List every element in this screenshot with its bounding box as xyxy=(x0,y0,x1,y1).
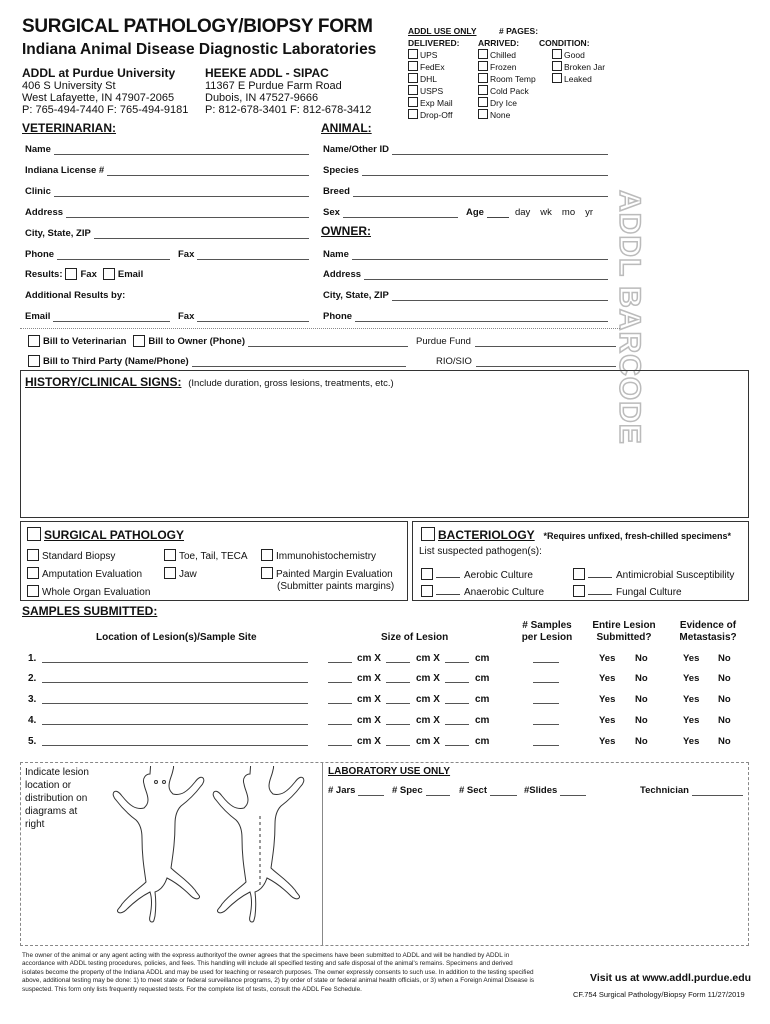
opt-amputation[interactable]: Amputation Evaluation xyxy=(27,567,142,580)
entire-yes-option[interactable]: Yes xyxy=(599,673,616,684)
checkbox[interactable] xyxy=(261,549,273,561)
checkbox[interactable] xyxy=(478,85,488,95)
lab2-block xyxy=(205,66,371,116)
cmx-label: cm X xyxy=(416,653,440,664)
checkbox[interactable] xyxy=(27,567,39,579)
form-subtitle: Indiana Animal Disease Diagnostic Laboratories xyxy=(22,41,377,58)
bill-owner-phone-input[interactable] xyxy=(248,337,408,347)
checkbox[interactable] xyxy=(408,61,418,71)
bill-third-party-row: Bill to Third Party (Name/Phone) xyxy=(28,353,406,367)
cmx-label: cm X xyxy=(416,694,440,705)
website-link[interactable]: Visit us at www.addl.purdue.edu xyxy=(590,972,752,984)
checkbox[interactable] xyxy=(261,567,273,579)
suspected-pathogen-label: List suspected pathogen(s): xyxy=(419,546,542,557)
metastasis-yes-option[interactable]: Yes xyxy=(683,715,700,726)
arrived-option[interactable]: Cold Pack xyxy=(478,85,536,97)
barcode-area: ADDL BARCODE xyxy=(613,190,646,445)
arrived-label: ARRIVED: xyxy=(478,38,520,48)
checkbox[interactable] xyxy=(421,585,433,597)
checkbox[interactable] xyxy=(164,567,176,579)
checkbox[interactable] xyxy=(573,585,585,597)
col-metastasis: Evidence of Metastasis? xyxy=(679,620,737,643)
checkbox[interactable] xyxy=(552,49,562,59)
species-field[interactable]: Species xyxy=(323,162,608,176)
checkbox[interactable] xyxy=(552,61,562,71)
slides-field[interactable]: #Slides xyxy=(524,782,586,796)
bill-third-checkbox[interactable] xyxy=(28,355,40,367)
age-unit-yr[interactable]: yr xyxy=(585,207,594,218)
lesion-instructions: Indicate lesion location or distribution on diagrams at right xyxy=(25,767,89,830)
delivered-option[interactable]: FedEx xyxy=(408,61,453,73)
checkbox[interactable] xyxy=(408,109,418,119)
sample-size-input[interactable] xyxy=(328,653,352,663)
vet-fax-field[interactable]: Fax xyxy=(178,246,309,260)
lab1-addr2: West Lafayette, IN 47907-2065 xyxy=(22,92,175,104)
history-title: HISTORY/CLINICAL SIGNS: xyxy=(25,375,182,389)
sample-count-input[interactable] xyxy=(533,673,559,683)
cm-label: cm xyxy=(475,653,490,664)
addl-use-title: ADDL USE ONLY xyxy=(408,26,477,36)
sample-size-input[interactable] xyxy=(386,653,410,663)
cmx-label: cm X xyxy=(357,715,381,726)
animal-name-field[interactable]: Name/Other ID xyxy=(323,141,608,155)
metastasis-yes-option[interactable]: Yes xyxy=(683,694,700,705)
metastasis-yes-option[interactable]: Yes xyxy=(683,653,700,664)
test-fungal[interactable]: Fungal Culture xyxy=(573,585,682,598)
lab2-phone: P: 812-678-3401 F: 812-678-3412 xyxy=(205,104,372,116)
vet-email-field[interactable]: Email xyxy=(25,308,170,322)
sample-row-number: 2. xyxy=(28,673,37,684)
test-aerobic[interactable]: Aerobic Culture xyxy=(421,568,533,581)
sample-row-number: 1. xyxy=(28,653,37,664)
vet-city-field[interactable]: City, State, ZIP xyxy=(25,225,309,239)
col-count: # Samples per Lesion xyxy=(521,620,573,643)
cm-label: cm xyxy=(475,736,490,747)
checkbox[interactable] xyxy=(421,568,433,580)
history-box[interactable] xyxy=(20,370,749,518)
metastasis-no-option[interactable]: No xyxy=(718,673,731,684)
sample-count-input[interactable] xyxy=(533,653,559,663)
condition-option[interactable]: Good xyxy=(552,49,605,61)
checkbox[interactable] xyxy=(408,49,418,59)
disclaimer-text: The owner of the animal or any agent acting with the express authorityof the owner agrees that the specimens have been submitted to ADDL and will be handled by ADDL in accordance with ADDL testing procedures, policies, and fees. This handling will include all specified testing and safe disposal of the animal's remains. Specimens and derived isolates become the property of the Indiana ADDL and may be used for teaching or research purposes. The owner expressly consents to such use. In addition to the testing specified above, additional testing may be done: 1) to meet state or federal surveillance programs, 2) by order of state or federal animal health officials, or 3) when a Foreign Animal Disease is suspected. This form only lists frequently requested tests. For the complete list of tests, consult the ADDL Fee Schedule. xyxy=(22,952,535,993)
spec-field[interactable]: # Spec xyxy=(392,782,450,796)
checkbox[interactable] xyxy=(27,549,39,561)
bill-owner-checkbox[interactable] xyxy=(133,335,145,347)
sample-size-input[interactable] xyxy=(328,736,352,746)
surgical-header: SURGICAL PATHOLOGY xyxy=(27,527,184,542)
additional-results-label: Additional Results by: xyxy=(25,290,126,301)
vet-phone-field[interactable]: Phone xyxy=(25,246,170,260)
sample-size-input[interactable] xyxy=(386,694,410,704)
arrived-option[interactable]: Dry Ice xyxy=(478,97,536,109)
age-unit-day[interactable]: day xyxy=(514,207,531,218)
opt-standard-biopsy[interactable]: Standard Biopsy xyxy=(27,549,115,562)
opt-whole-organ[interactable]: Whole Organ Evaluation xyxy=(27,585,150,598)
metastasis-no-option[interactable]: No xyxy=(718,736,731,747)
purdue-fund-field[interactable]: Purdue Fund xyxy=(416,333,616,347)
bill-third-input[interactable] xyxy=(192,357,406,367)
divider xyxy=(322,762,323,946)
lab1-addr1: 406 S University St xyxy=(22,80,116,92)
age-unit-mo[interactable]: mo xyxy=(561,207,576,218)
opt-painted-margin[interactable]: Painted Margin Evaluation xyxy=(261,567,393,580)
delivered-option[interactable]: DHL xyxy=(408,73,453,85)
dog-dorsal-icon xyxy=(213,766,304,922)
arrived-option[interactable]: None xyxy=(478,109,536,121)
bacteriology-note: *Requires unfixed, fresh-chilled specimens* xyxy=(543,531,732,541)
metastasis-yes-option[interactable]: Yes xyxy=(683,673,700,684)
condition-label: CONDITION: xyxy=(539,38,590,48)
sample-location-input[interactable] xyxy=(42,694,308,704)
form-id: CF.754 Surgical Pathology/Biopsy Form 11/27/2019 xyxy=(573,990,745,999)
entire-yes-option[interactable]: Yes xyxy=(599,653,616,664)
form-title: SURGICAL PATHOLOGY/BIOPSY FORM xyxy=(22,16,373,37)
samples-section-title: SAMPLES SUBMITTED: xyxy=(22,604,158,618)
sample-size-input[interactable] xyxy=(445,715,469,725)
cmx-label: cm X xyxy=(357,694,381,705)
condition-list xyxy=(552,49,605,85)
sample-count-input[interactable] xyxy=(533,694,559,704)
cm-label: cm xyxy=(475,715,490,726)
sample-size-input[interactable] xyxy=(386,736,410,746)
checkbox[interactable] xyxy=(408,97,418,107)
sample-count-input[interactable] xyxy=(533,736,559,746)
lab1-phone: P: 765-494-7440 F: 765-494-9181 xyxy=(22,104,189,116)
entire-no-option[interactable]: No xyxy=(635,736,648,747)
checkbox[interactable] xyxy=(164,549,176,561)
cmx-label: cm X xyxy=(357,673,381,684)
lab2-addr2: Dubois, IN 47527-9666 xyxy=(205,92,319,104)
vet-name-field[interactable]: Name xyxy=(25,141,309,155)
metastasis-no-option[interactable]: No xyxy=(718,694,731,705)
cmx-label: cm X xyxy=(416,673,440,684)
rio-sio-field[interactable]: RIO/SIO xyxy=(436,353,616,367)
sample-size-input[interactable] xyxy=(445,653,469,663)
entire-yes-option[interactable]: Yes xyxy=(599,736,616,747)
results-email-checkbox[interactable] xyxy=(103,268,115,280)
delivered-option[interactable]: Drop-Off xyxy=(408,109,453,121)
sample-size-input[interactable] xyxy=(386,715,410,725)
metastasis-no-option[interactable]: No xyxy=(718,653,731,664)
checkbox[interactable] xyxy=(408,85,418,95)
metastasis-yes-option[interactable]: Yes xyxy=(683,736,700,747)
metastasis-no-option[interactable]: No xyxy=(718,715,731,726)
sample-row-number: 5. xyxy=(28,736,37,747)
sample-size-input[interactable] xyxy=(445,673,469,683)
test-antimicrobial[interactable]: Antimicrobial Susceptibility xyxy=(573,568,734,581)
opt-immunohistochemistry[interactable]: Immunohistochemistry xyxy=(261,549,376,562)
col-size: Size of Lesion xyxy=(381,632,449,643)
entire-no-option[interactable]: No xyxy=(635,673,648,684)
bacteriology-box xyxy=(412,521,749,601)
arrived-list xyxy=(478,49,536,121)
history-header xyxy=(25,375,394,389)
dog-ventral-icon xyxy=(113,766,204,922)
pages-label: # PAGES: xyxy=(499,26,539,36)
delivered-option[interactable]: USPS xyxy=(408,85,453,97)
col-entire: Entire Lesion Submitted? xyxy=(592,620,656,643)
age-unit-wk[interactable]: wk xyxy=(540,207,552,218)
entire-yes-option[interactable]: Yes xyxy=(599,715,616,726)
results-label: Results: xyxy=(25,269,63,280)
sample-size-input[interactable] xyxy=(328,694,352,704)
bacteriology-checkbox[interactable] xyxy=(421,527,435,541)
checkbox[interactable] xyxy=(478,97,488,107)
delivered-option[interactable]: UPS xyxy=(408,49,453,61)
delivered-label: DELIVERED: xyxy=(408,38,460,48)
checkbox[interactable] xyxy=(478,73,488,83)
sex-field[interactable]: Sex xyxy=(323,204,458,218)
technician-field[interactable]: Technician xyxy=(640,782,743,796)
cmx-label: cm X xyxy=(357,653,381,664)
col-location: Location of Lesion(s)/Sample Site xyxy=(96,632,257,643)
breed-field[interactable]: Breed xyxy=(323,183,608,197)
cm-label: cm xyxy=(475,694,490,705)
arrived-option[interactable]: Frozen xyxy=(478,61,536,73)
vet-fax2-field[interactable]: Fax xyxy=(178,308,309,322)
bill-vet-checkbox[interactable] xyxy=(28,335,40,347)
surgical-box xyxy=(20,521,408,601)
animal-section-title: ANIMAL: xyxy=(321,121,372,135)
sample-row-number: 4. xyxy=(28,715,37,726)
sample-location-input[interactable] xyxy=(42,653,308,663)
cmx-label: cm X xyxy=(416,736,440,747)
opt-toe-tail-teca[interactable]: Toe, Tail, TECA xyxy=(164,549,248,562)
surgical-checkbox[interactable] xyxy=(27,527,41,541)
bacteriology-header: BACTERIOLOGY *Requires unfixed, fresh-chilled specimens* xyxy=(421,527,731,542)
sample-size-input[interactable] xyxy=(328,673,352,683)
owner-phone-field[interactable]: Phone xyxy=(323,308,608,322)
arrived-option[interactable]: Chilled xyxy=(478,49,536,61)
sample-count-input[interactable] xyxy=(533,715,559,725)
checkbox[interactable] xyxy=(552,73,562,83)
results-row: Results: Fax Email xyxy=(25,269,144,280)
lab1-block xyxy=(22,66,188,116)
jars-field[interactable]: # Jars xyxy=(328,782,384,796)
entire-no-option[interactable]: No xyxy=(635,694,648,705)
entire-yes-option[interactable]: Yes xyxy=(599,694,616,705)
test-anaerobic[interactable]: Anaerobic Culture xyxy=(421,585,544,598)
lab1-name: ADDL at Purdue University xyxy=(22,66,176,80)
vet-address-field[interactable]: Address xyxy=(25,204,309,218)
sample-size-input[interactable] xyxy=(328,715,352,725)
results-fax-checkbox[interactable] xyxy=(65,268,77,280)
entire-no-option[interactable]: No xyxy=(635,715,648,726)
lab2-name: HEEKE ADDL - SIPAC xyxy=(205,66,329,80)
sample-size-input[interactable] xyxy=(386,673,410,683)
entire-no-option[interactable]: No xyxy=(635,653,648,664)
addl-use-box xyxy=(404,26,614,118)
condition-option[interactable]: Broken Jar xyxy=(552,61,605,73)
age-field[interactable]: Age day wk mo yr xyxy=(466,207,594,218)
delivered-option[interactable]: Exp Mail xyxy=(408,97,453,109)
owner-name-field[interactable]: Name xyxy=(323,246,608,260)
vet-license-field[interactable]: Indiana License # xyxy=(25,162,309,176)
checkbox[interactable] xyxy=(27,585,39,597)
owner-city-field[interactable]: City, State, ZIP xyxy=(323,287,608,301)
lab2-addr1: 11367 E Purdue Farm Road xyxy=(205,80,342,92)
sect-field[interactable]: # Sect xyxy=(459,782,517,796)
painted-margin-note: (Submitter paints margins) xyxy=(277,581,395,592)
checkbox[interactable] xyxy=(478,49,488,59)
owner-section-title: OWNER: xyxy=(321,224,371,238)
sample-row-number: 3. xyxy=(28,694,37,705)
vet-clinic-field[interactable]: Clinic xyxy=(25,183,309,197)
cmx-label: cm X xyxy=(416,715,440,726)
checkbox[interactable] xyxy=(478,109,488,119)
owner-address-field[interactable]: Address xyxy=(323,266,608,280)
history-hint: (Include duration, gross lesions, treatments, etc.) xyxy=(188,378,394,389)
opt-jaw[interactable]: Jaw xyxy=(164,567,197,580)
condition-option[interactable]: Leaked xyxy=(552,73,605,85)
vet-section-title: VETERINARIAN: xyxy=(22,121,117,135)
checkbox[interactable] xyxy=(478,61,488,71)
sample-location-input[interactable] xyxy=(42,715,308,725)
cmx-label: cm X xyxy=(357,736,381,747)
delivered-list xyxy=(408,49,453,121)
checkbox[interactable] xyxy=(573,568,585,580)
bill-vet-owner-row: Bill to Veterinarian Bill to Owner (Phone) xyxy=(28,333,408,347)
cm-label: cm xyxy=(475,673,490,684)
arrived-option[interactable]: Room Temp xyxy=(478,73,536,85)
dog-diagram[interactable] xyxy=(102,766,312,944)
checkbox[interactable] xyxy=(408,73,418,83)
sample-location-input[interactable] xyxy=(42,673,308,683)
sample-location-input[interactable] xyxy=(42,736,308,746)
sample-size-input[interactable] xyxy=(445,736,469,746)
lab-use-title: LABORATORY USE ONLY xyxy=(328,766,451,777)
sample-size-input[interactable] xyxy=(445,694,469,704)
